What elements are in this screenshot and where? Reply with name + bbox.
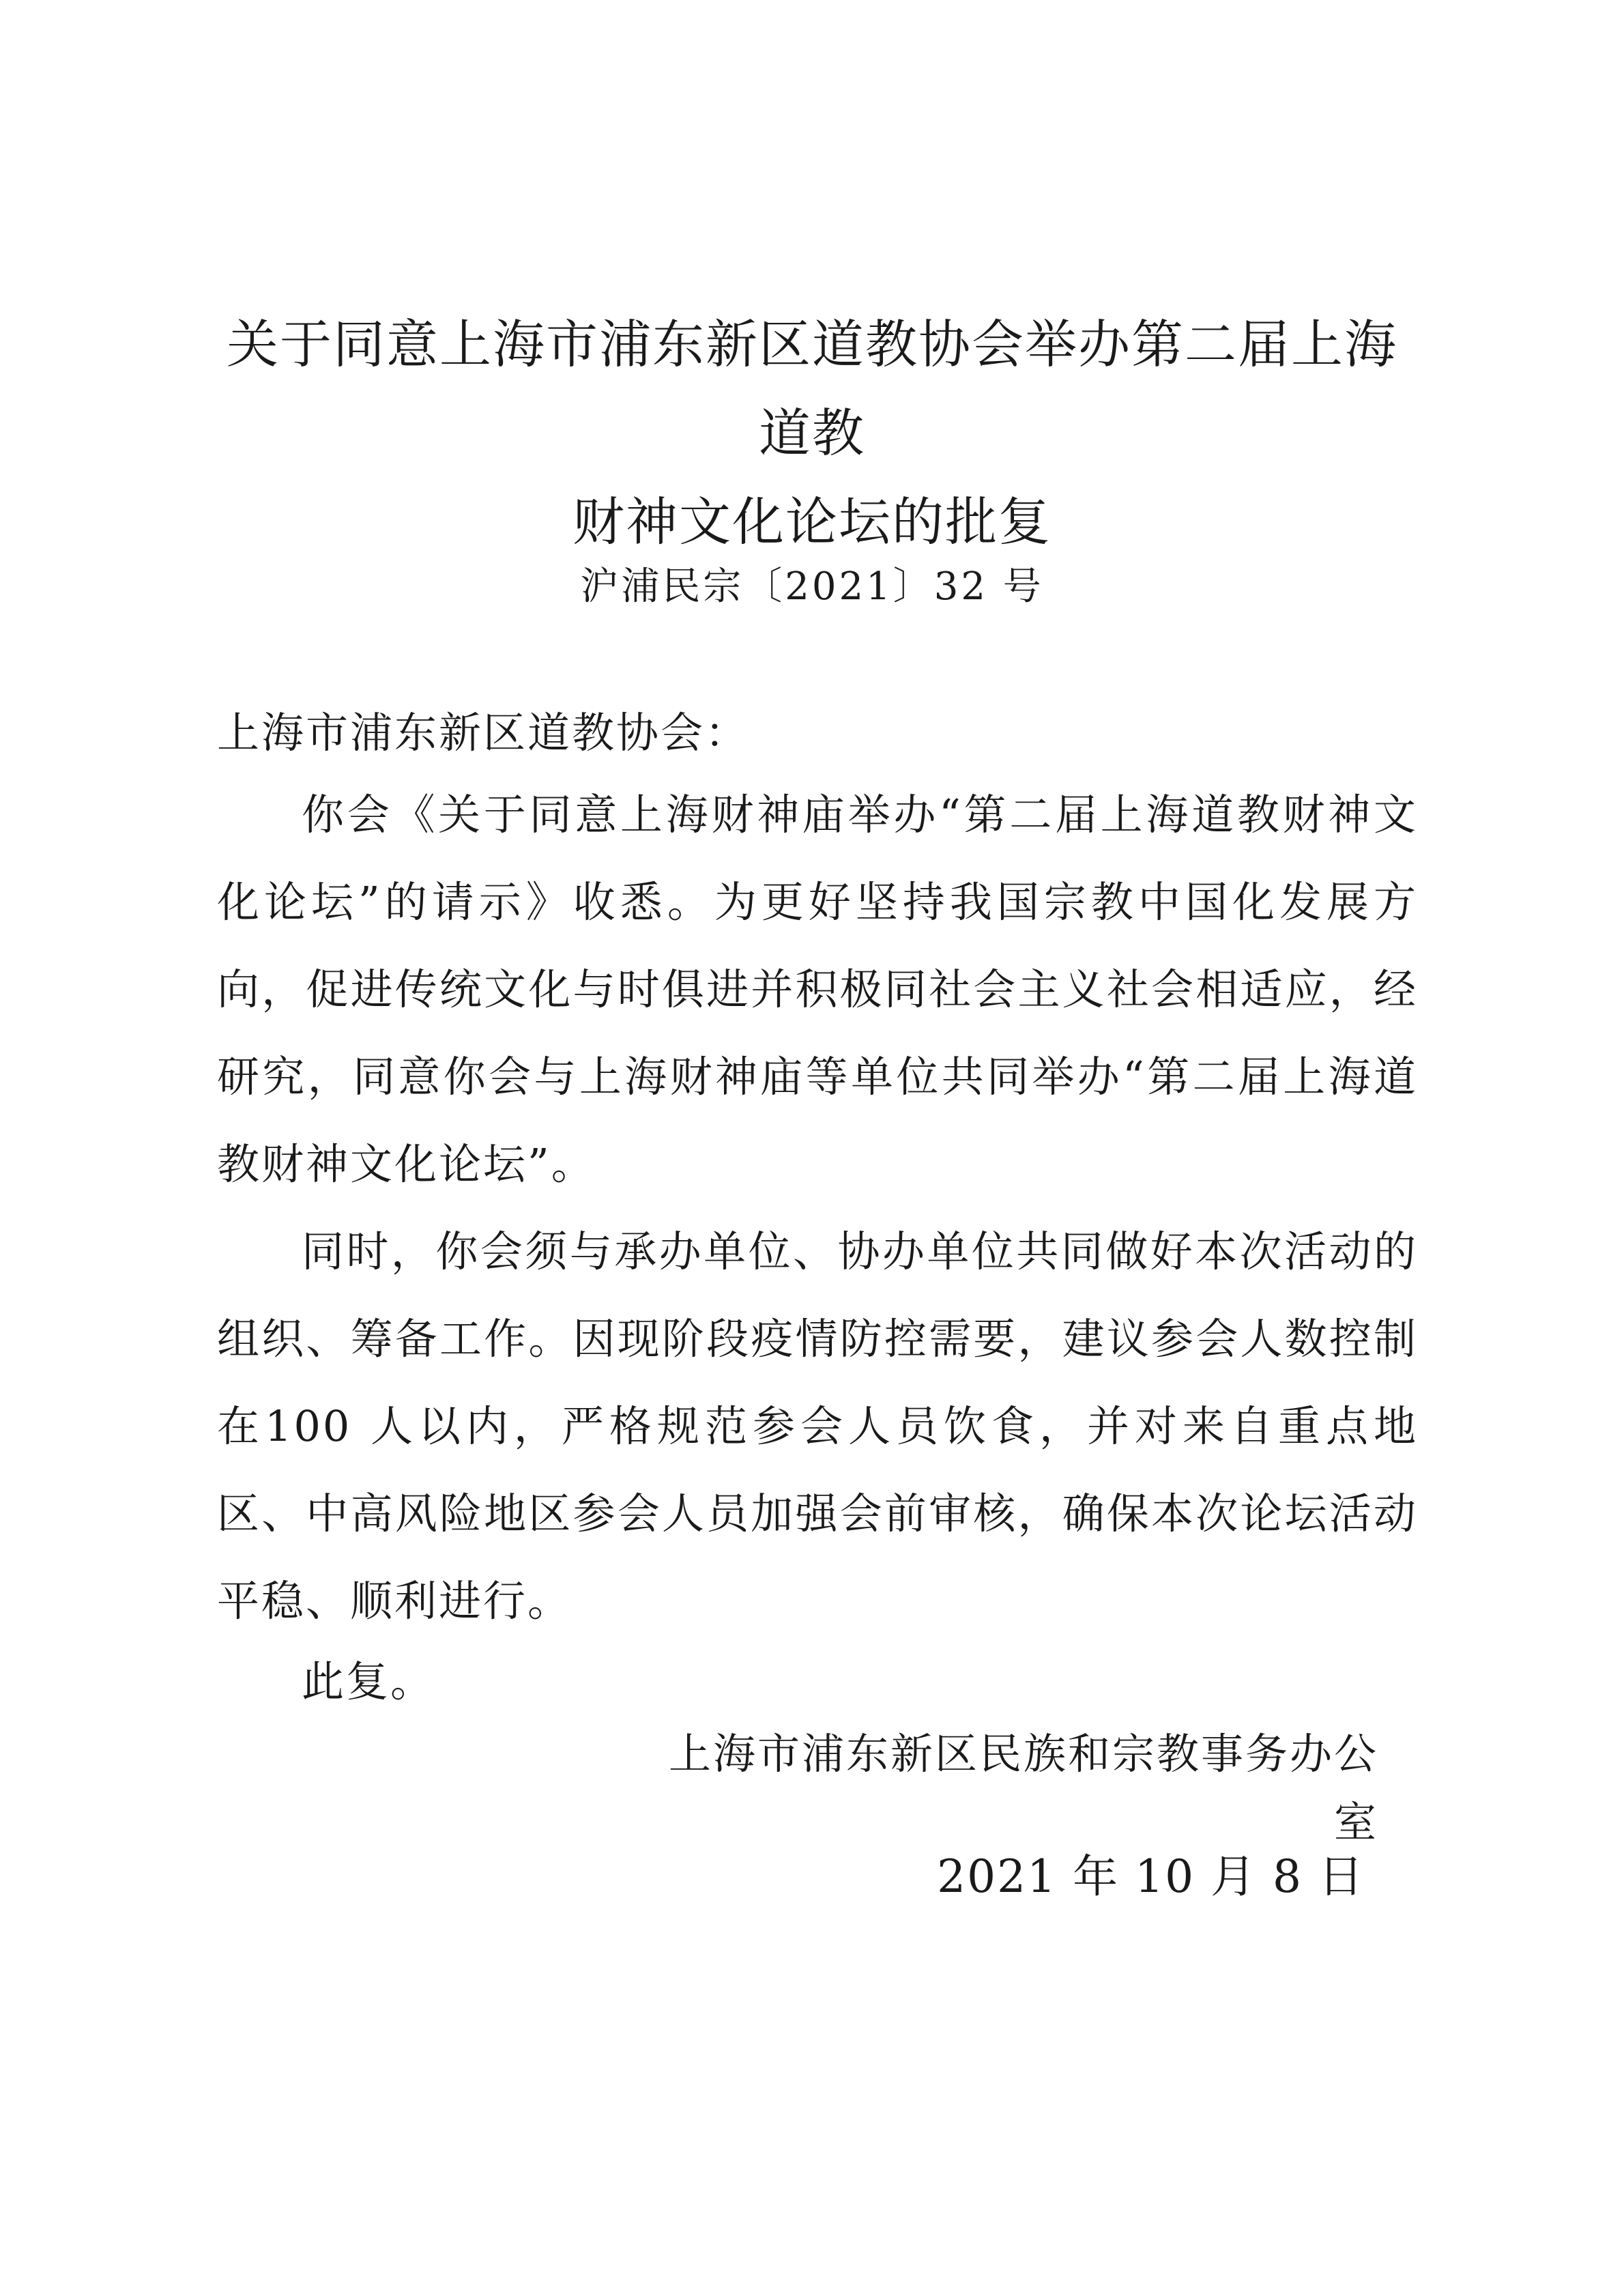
issue-date: 2021 年 10 月 8 日: [937, 1850, 1365, 1903]
salutation: 上海市浦东新区道教协会：: [217, 708, 750, 758]
paragraph-2: 同时，你会须与承办单位、协办单位共同做好本次活动的组织、筹备工作。因现阶段疫情防控需要，建议参会人数控制在100 人以内，严格规范参会人员饮食，并对来自重点地区、中高风险地区参会人员加强会前审核，确保本次论坛活动平稳、顺利进行。: [217, 1226, 1418, 1626]
document-title: [205, 300, 1419, 566]
closing: 此复。: [302, 1656, 435, 1706]
issuer-signature: 上海市浦东新区民族和宗教事务办公室: [668, 1729, 1378, 1847]
title-line-1: 关于同意上海市浦东新区道教协会举办第二届上海道教: [227, 314, 1397, 463]
document-number: 沪浦民宗〔2021〕32 号: [580, 564, 1044, 609]
paragraph-1: 你会《关于同意上海财神庙举办“第二届上海道教财神文化论坛”的请示》收悉。为更好坚持我国宗教中国化发展方向，促进传统文化与时俱进并积极同社会主义社会相适应，经研究，同意你会与上海财神庙等单位共同举办“第二届上海道教财神文化论坛”。: [217, 790, 1418, 1189]
salutation-block: [217, 689, 1418, 777]
title-line-2: 财神文化论坛的批复: [572, 491, 1052, 552]
